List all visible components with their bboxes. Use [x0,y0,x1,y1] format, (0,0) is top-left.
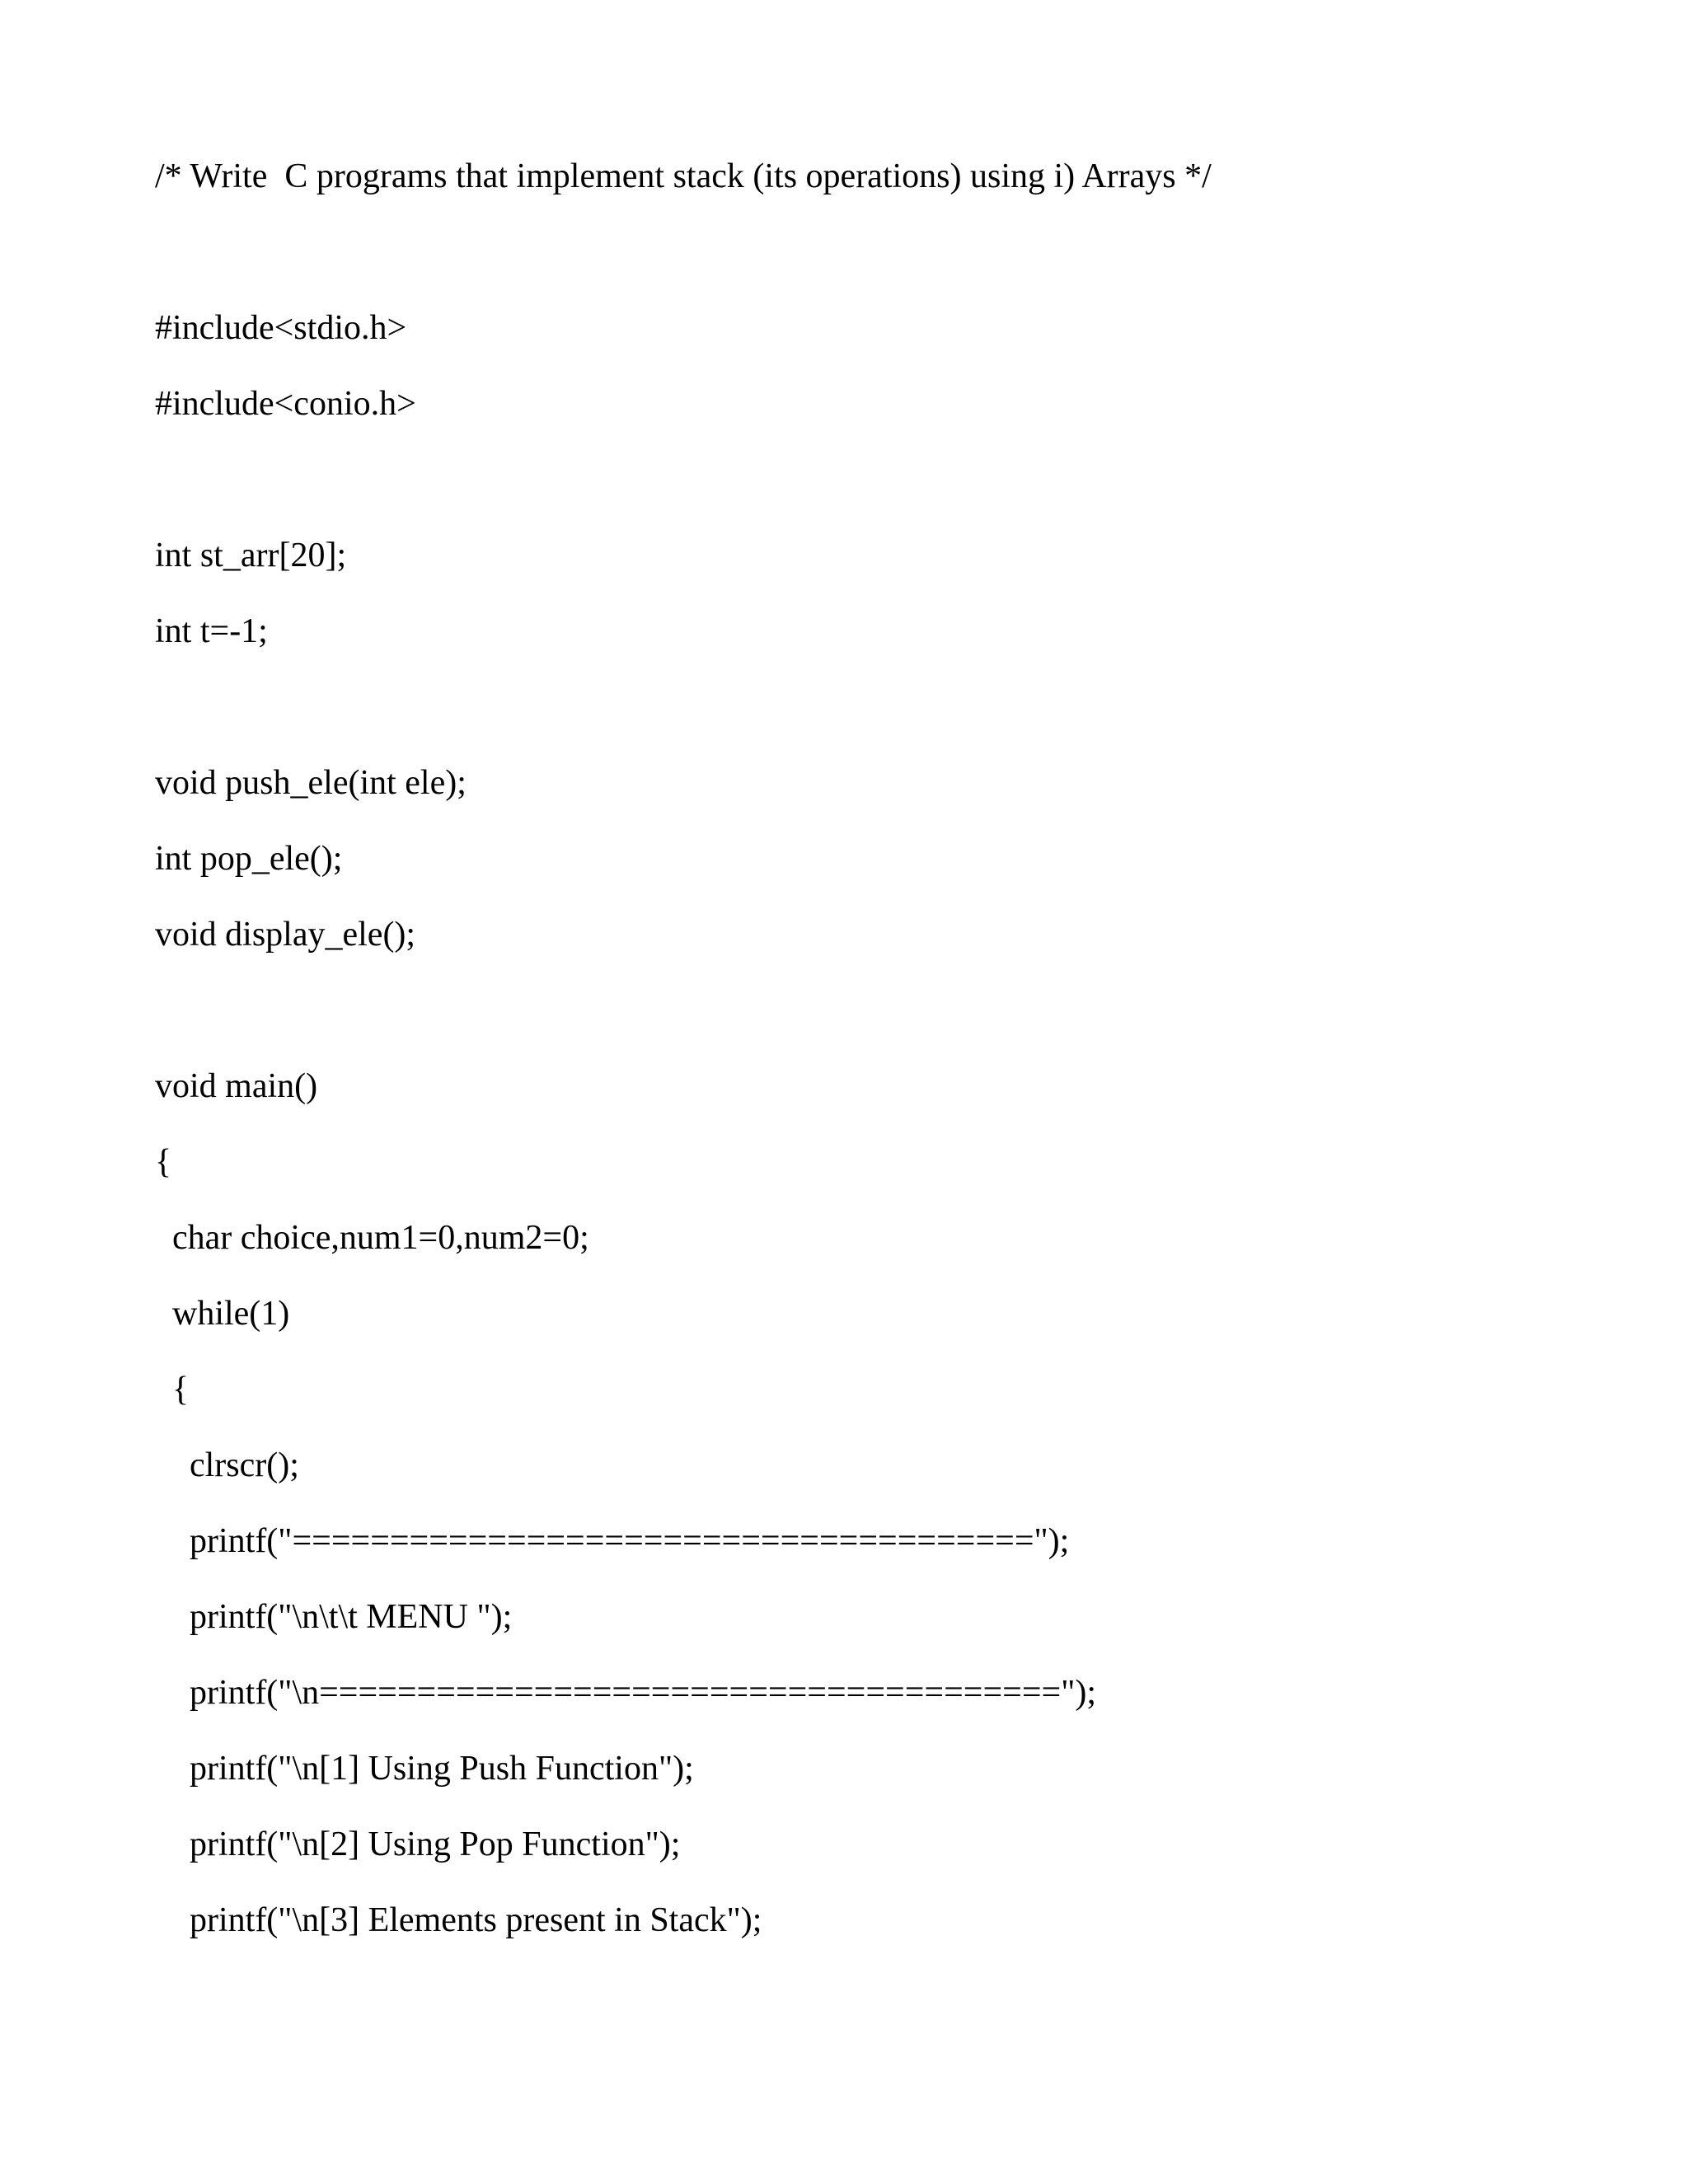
while-loop: while(1) [155,1295,290,1333]
pop-prototype: int pop_ele(); [155,840,343,878]
main-signature: void main() [155,1067,318,1105]
while-open-brace: { [155,1371,190,1408]
printf-option-display: printf("\n[3] Elements present in Stack"); [155,1901,762,1939]
variable-declaration: char choice,num1=0,num2=0; [155,1219,589,1257]
include-stdio: #include<stdio.h> [155,309,407,347]
top-declaration: int t=-1; [155,612,268,650]
include-conio: #include<conio.h> [155,385,416,423]
printf-border-bottom: printf("\n======================================"); [155,1674,1096,1712]
array-declaration: int st_arr[20]; [155,537,347,574]
header-comment: /* Write C programs that implement stack (its operations) using i) Arrays */ [155,157,1212,195]
main-open-brace: { [155,1143,172,1181]
push-prototype: void push_ele(int ele); [155,764,467,802]
printf-menu: printf("\n\t\t MENU "); [155,1598,513,1636]
display-prototype: void display_ele(); [155,916,416,954]
printf-option-push: printf("\n[1] Using Push Function"); [155,1750,694,1788]
clrscr-call: clrscr(); [155,1446,299,1484]
printf-option-pop: printf("\n[2] Using Pop Function"); [155,1825,681,1863]
printf-border-top: printf("======================================"); [155,1522,1070,1560]
